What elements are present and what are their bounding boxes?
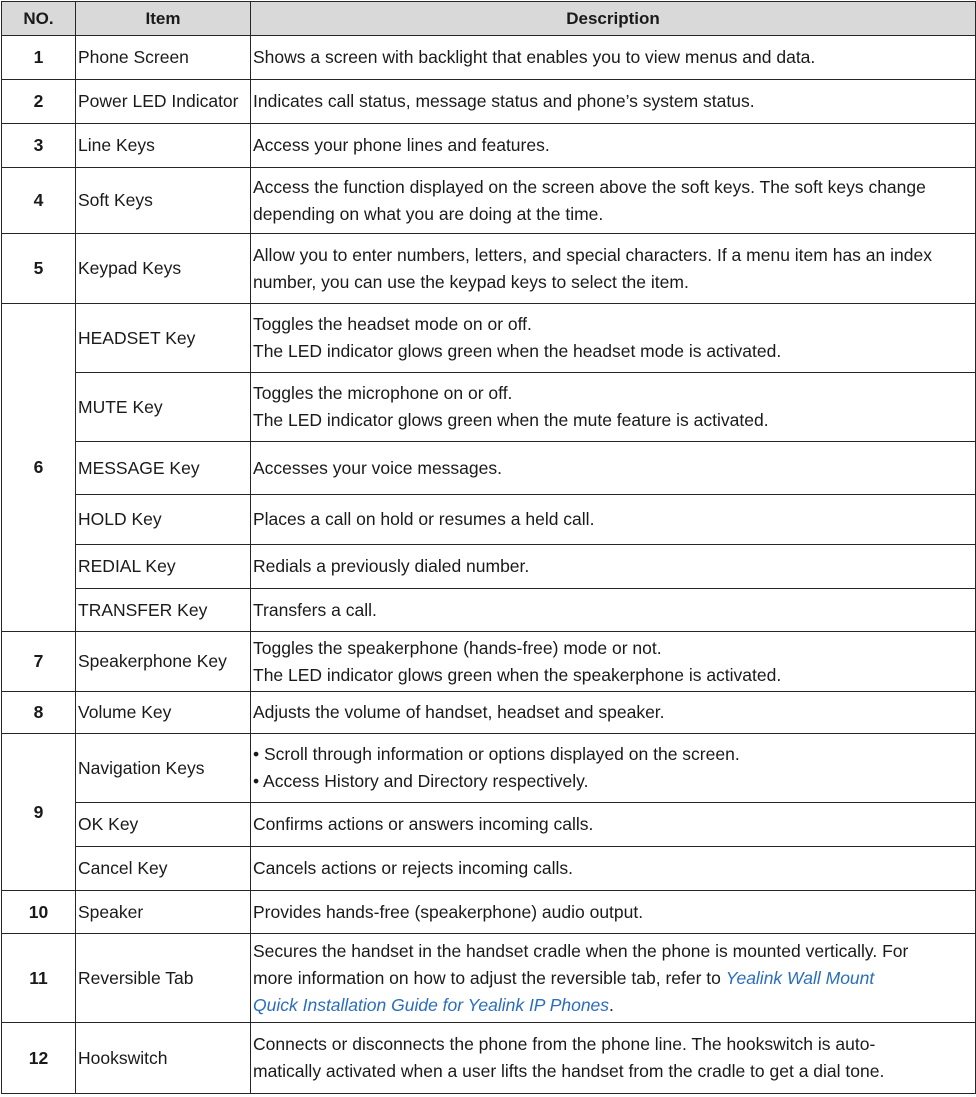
description-line: Access the function displayed on the screen above the soft keys. The soft keys change [253,176,926,197]
row-number: 11 [2,934,76,1023]
row-item: Speaker [76,891,251,934]
row-description [251,934,976,1023]
description-line: The LED indicator glows green when the headset mode is activated. [253,341,782,361]
row-description: Redials a previously dialed number. [251,545,976,589]
row-item: Reversible Tab [76,934,251,1023]
row-description: Cancels actions or rejects incoming calls. [251,847,976,891]
table-row [2,632,976,692]
table-header-row [2,2,976,36]
row-item: Line Keys [76,124,251,168]
description-line: Toggles the speakerphone (hands-free) mode or not. [253,637,662,658]
row-number: 1 [2,36,76,80]
row-item: Volume Key [76,692,251,734]
row-number: 3 [2,124,76,168]
description-line: Allow you to enter numbers, letters, and special characters. If a menu item has an index [253,244,932,265]
guide-link[interactable]: Yealink Wall Mount [725,967,875,988]
description-line: Toggles the headset mode on or off. [253,314,532,334]
description-line: matically activated when a user lifts the handset from the cradle to get a dial tone. [253,1061,885,1081]
header-no: NO. [2,2,76,36]
row-description: Shows a screen with backlight that enables you to view menus and data. [251,36,976,80]
row-description: Access your phone lines and features. [251,124,976,168]
table-row [2,495,976,545]
row-description [251,632,976,692]
description-line: depending on what you are doing at the time. [253,203,604,224]
row-description: Transfers a call. [251,589,976,632]
row-item: Cancel Key [76,847,251,891]
table-row [2,442,976,495]
description-line: Connects or disconnects the phone from the phone line. The hookswitch is auto- [253,1034,876,1054]
description-line: Toggles the microphone on or off. [253,383,513,403]
description-text: more information on how to adjust the reversible tab, refer to [253,967,726,988]
row-description [251,168,976,234]
row-number: 9 [2,734,76,891]
table-row [2,803,976,847]
row-description [251,734,976,803]
row-description [251,373,976,442]
description-line: • Scroll through information or options displayed on the screen. [253,744,740,764]
description-line: Secures the handset in the handset cradle when the phone is mounted vertically. For [253,940,909,961]
row-number: 12 [2,1023,76,1094]
table-row [2,734,976,803]
row-item: Soft Keys [76,168,251,234]
row-item: REDIAL Key [76,545,251,589]
row-item: Navigation Keys [76,734,251,803]
row-item: HOLD Key [76,495,251,545]
table-row [2,168,976,234]
table-row [2,1023,976,1094]
row-number: 2 [2,80,76,124]
row-number: 8 [2,692,76,734]
description-line: The LED indicator glows green when the speakerphone is activated. [253,664,782,685]
row-item: OK Key [76,803,251,847]
table-row [2,692,976,734]
row-item: MESSAGE Key [76,442,251,495]
description-line [253,992,973,1019]
table-row [2,36,976,80]
table-row [2,545,976,589]
table-row [2,124,976,168]
row-item: Hookswitch [76,1023,251,1094]
row-description [251,1023,976,1094]
description-line [253,965,973,992]
row-description: Confirms actions or answers incoming calls. [251,803,976,847]
guide-link[interactable]: Quick Installation Guide for Yealink IP Phones [253,994,610,1015]
table-row [2,589,976,632]
row-number: 10 [2,891,76,934]
table-row [2,891,976,934]
row-item: Power LED Indicator [76,80,251,124]
row-item: Keypad Keys [76,234,251,304]
row-number: 4 [2,168,76,234]
row-item: MUTE Key [76,373,251,442]
row-description [251,304,976,373]
row-description: Accesses your voice messages. [251,442,976,495]
description-line: • Access History and Directory respectively. [253,771,589,791]
row-item: TRANSFER Key [76,589,251,632]
table-row [2,934,976,1023]
row-description: Provides hands-free (speakerphone) audio output. [251,891,976,934]
table-row [2,373,976,442]
key-description-table [1,1,976,1094]
table-row [2,234,976,304]
description-line: number, you can use the keypad keys to select the item. [253,271,689,292]
row-description: Places a call on hold or resumes a held call. [251,495,976,545]
description-text: . [609,994,614,1015]
row-description: Adjusts the volume of handset, headset and speaker. [251,692,976,734]
row-item: HEADSET Key [76,304,251,373]
row-description: Indicates call status, message status and phone’s system status. [251,80,976,124]
header-description: Description [251,2,976,36]
table-row [2,304,976,373]
row-item: Phone Screen [76,36,251,80]
description-line: The LED indicator glows green when the mute feature is activated. [253,410,769,430]
row-description [251,234,976,304]
row-number: 5 [2,234,76,304]
row-item: Speakerphone Key [76,632,251,692]
table-row [2,847,976,891]
table-row [2,80,976,124]
row-number: 6 [2,304,76,632]
row-number: 7 [2,632,76,692]
header-item: Item [76,2,251,36]
